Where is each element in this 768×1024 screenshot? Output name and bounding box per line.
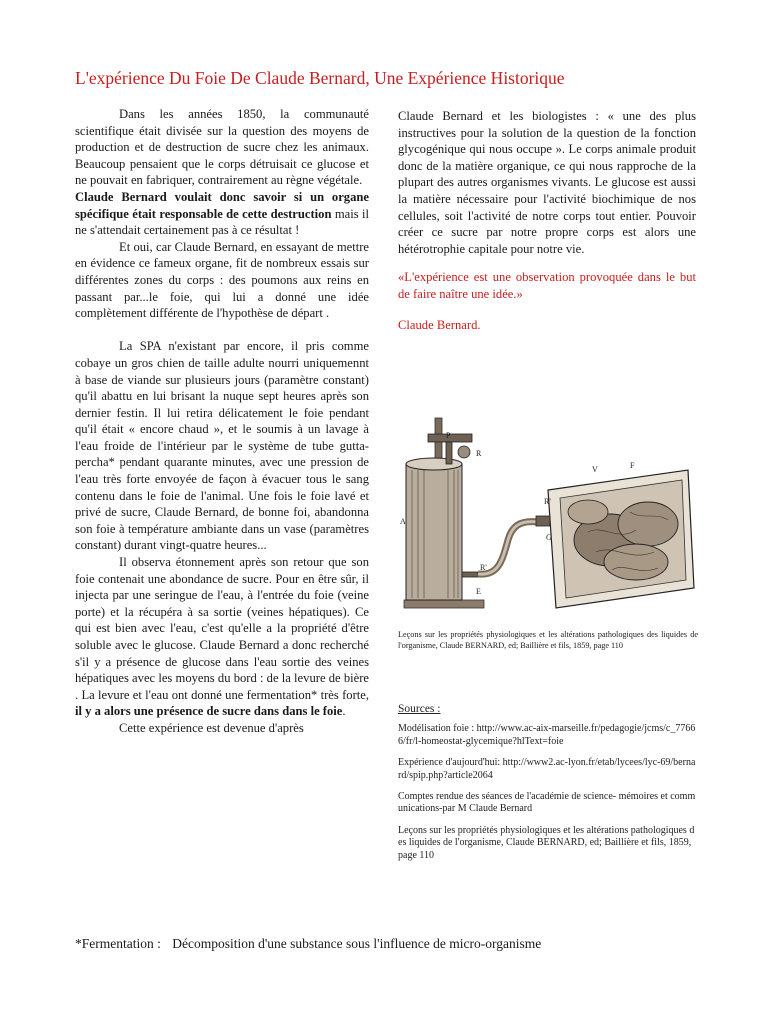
observation-end: . bbox=[342, 704, 346, 719]
label-r-prime: R' bbox=[480, 563, 487, 572]
question-rest: mais il ne s'attendait certainement pas à ce résultat ! bbox=[75, 206, 369, 238]
liver-experiment-illustration bbox=[398, 412, 698, 620]
label-r: R bbox=[476, 449, 482, 458]
footnote bbox=[75, 936, 715, 952]
page-title: L'expérience Du Foie De Claude Bernard, Une Expérience Historique bbox=[75, 68, 565, 88]
sources-heading-suffix: : bbox=[434, 703, 441, 715]
label-a: A bbox=[400, 517, 406, 526]
source-item: Modélisation foie : http://www.ac-aix-marseille.fr/pedagogie/jcms/c_77666/fr/l-homeostat-glycemique?hlText=foie bbox=[398, 723, 696, 747]
label-r-prime-2: R' bbox=[544, 497, 551, 506]
paragraph-experiment: La SPA n'existant par encore, il pris comme cobaye un gros chien de taille adulte nourri uniquemennt à base de viande sur plusieurs jours (paramètre constant) qu'il abattu en lui brisant la nuque sept heures après son dernier festin. Il lui retira délicatement le foie pendant qu'il était « encore chaud », et le soumis à un lavage à l'eau froide de l'intérieur par le système de tube gutta-percha* pendant quarante minutes, avec une pression de l'eau très forte envoyée de façon à évacuer tous le sang contenu dans le foie de l'animal. Une fois le foie lavé et privé de sucre, Claude Bernard, de bonne foi, abandonna son foie à température ambiante dans un vase (paramètres constant) durant vingt-quatre heures... bbox=[75, 339, 369, 553]
paragraph-question bbox=[75, 189, 369, 239]
sources-section bbox=[398, 703, 698, 871]
label-f: F bbox=[630, 461, 635, 470]
water-cylinder bbox=[406, 464, 462, 600]
label-g: G bbox=[546, 533, 552, 542]
footnote-term: *Fermentation : bbox=[75, 936, 161, 951]
label-e: E bbox=[476, 587, 481, 596]
source-item: Leçons sur les propriétés physiologiques et les altérations pathologiques des liquides de l'organisme, Claude BERNARD, ed; Baillière et fils, 1859, page 110 bbox=[398, 824, 695, 861]
observation-text: Il observa étonnement après son retour que son foie contenait une abondance de sucre. Pour en être sûr, il injecta par une seringue de l'eau, à l'entrée du foie (veine porte) et la récupéra à sa sortie (veines hépatiques). Ce qui est bien avec l'eau, c'est qu'elle a la propriété d'être soluble avec le glucose. Claude Bernard a donc recherché s'il y a présence de glucose dans l'eau sortie des veines hépatiques avec les moyens du bord : de la levure de bière . La levure et l'eau ont donné une fermentation* très forte, bbox=[75, 555, 369, 702]
figure-caption: Leçons sur les propriétés physiologiques et les altérations pathologiques des liquides de l'organisme, Claude BERNARD, ed; Baillière et fils, 1859, page 110 bbox=[398, 630, 698, 650]
bold-question: Claude Bernard voulait donc savoir si un organe spécifique était responsable de cette destruction bbox=[75, 189, 369, 221]
footnote-definition: Décomposition d'une substance sous l'influence de micro-organisme bbox=[172, 936, 542, 951]
label-p: P bbox=[446, 431, 451, 440]
paragraph-trials: Et oui, car Claude Bernard, en essayant de mettre en évidence ce fameux organe, fit de nombreux essais sur différentes zones du corps : des poumons aux reins en passant par...le foie, qui lui a donné une idée complètement différente de l'hypothèse de départ . bbox=[75, 239, 369, 321]
quote-author: Claude Bernard. bbox=[398, 317, 481, 332]
sources-heading-text: Sources bbox=[398, 703, 435, 715]
quote: «L'expérience est une observation provoquée dans le but de faire naître une idée.» bbox=[398, 270, 696, 301]
source-item: Expérience d'aujourd'hui: http://www2.ac-lyon.fr/etab/lycees/lyc-69/bernard/spip.php?article2064 bbox=[398, 757, 696, 781]
right-column bbox=[398, 108, 696, 333]
paragraph-observation bbox=[75, 554, 369, 720]
label-v: V bbox=[592, 465, 598, 474]
left-column bbox=[75, 106, 369, 737]
source-item: Comptes rendue des séances de l'académie de science- mémoires et communications-par M Claude Bernard bbox=[398, 791, 696, 815]
bold-result: il y a alors une présence de sucre dans dans le foie bbox=[75, 704, 343, 719]
paragraph-conclusion: Claude Bernard et les biologistes : « une des plus instructives pour la solution de la question de la fonction glycogénique qui nous occupe ». Le corps animale produit donc de la matière organique, ce qui nous rapproche de la plupart des autres organismes vivants. Le glucose est aussi la matière nécessaire pour l'activité biochimique de nos cellules, soit l'activité de notre corps tout entier. Pouvoir créer ce sucre par notre propre corps est alors une hétérotrophie capitale pour notre vie. bbox=[398, 109, 696, 256]
paragraph-intro: Dans les années 1850, la communauté scientifique était divisée sur la question des moyens de production et de destruction de sucre chez les animaux. Beaucoup pensaient que le corps détruisait ce glucose et ne pouvait en fabriquer, contrairement au règne végétale. bbox=[75, 107, 369, 188]
paragraph-continuation: Cette expérience est devenue d'après bbox=[119, 720, 304, 735]
sources-heading bbox=[398, 703, 698, 715]
stand-base bbox=[404, 600, 484, 608]
